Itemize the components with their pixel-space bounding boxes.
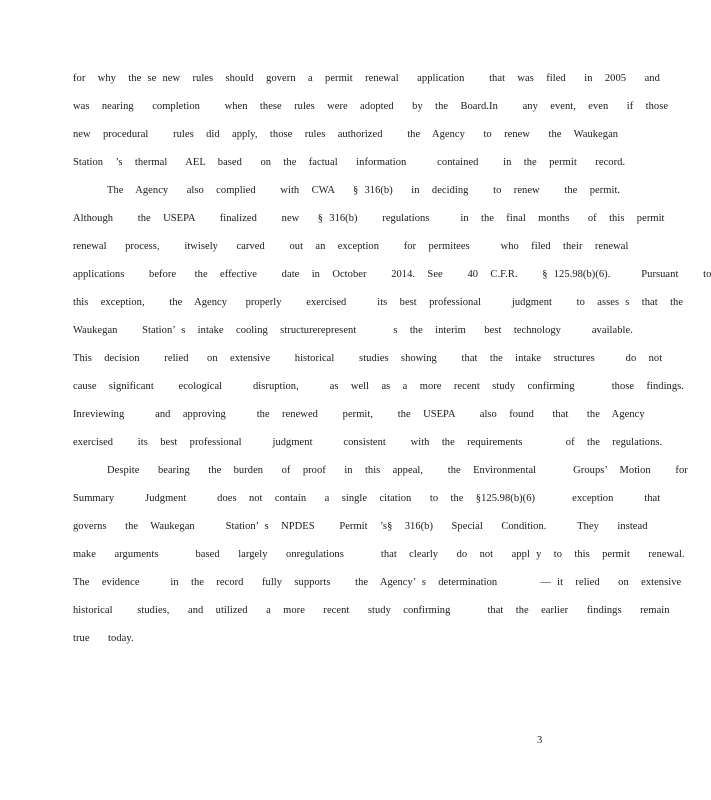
paragraph-3-line-6: historical studies, and utilized a more recent study confirming that the earlier findings remain <box>73 605 670 616</box>
paragraph-2-line-3: renewal process, itwisely carved out an exception for permitees who filed their renewal <box>73 241 629 252</box>
paragraph-1-line-1: for why the se new rules should govern a permit renewal application that was filed in 2005 and <box>73 73 660 84</box>
paragraph-3-line-7: true today. <box>73 633 134 644</box>
paragraph-2-line-4: applications before the effective date in October 2014. See 40 C.F.R. § 125.98(b)(6). Pursuant to <box>73 269 711 280</box>
page-number: 3 <box>537 735 543 746</box>
paragraph-3-line-2: Summary Judgment does not contain a single citation to the §125.98(b)(6) exception that <box>73 493 661 504</box>
paragraph-3-line-4: make arguments based largely onregulations that clearly do not appl y to this permit renewal. <box>73 549 685 560</box>
paragraph-1-line-4: Station ’s thermal AEL based on the factual information contained in the permit record. <box>73 157 626 168</box>
paragraph-2-line-10: exercised its best professional judgment consistent with the requirements of the regulations. <box>73 437 663 448</box>
paragraph-1-line-2: was nearing completion when these rules were adopted by the Board.In any event, even if those <box>73 101 669 112</box>
paragraph-2-line-1: The Agency also complied with CWA § 316(b) in deciding to renew the permit. <box>107 185 621 196</box>
paragraph-2-line-9: Inreviewing and approving the renewed permit, the USEPA also found that the Agency <box>73 409 645 420</box>
paragraph-3-line-1: Despite bearing the burden of proof in this appeal, the Environmental Groups’ Motion for <box>107 465 688 476</box>
paragraph-3-line-5: The evidence in the record fully supports the Agency’ s determination — it relied on extensive <box>73 577 682 588</box>
paragraph-2-line-8: cause significant ecological disruption, as well as a more recent study confirming those findings. <box>73 381 684 392</box>
paragraph-1-line-3: new procedural rules did apply, those rules authorized the Agency to renew the Waukegan <box>73 129 619 140</box>
paragraph-2-line-2: Although the USEPA finalized new § 316(b) regulations in the final months of this permit <box>73 213 665 224</box>
paragraph-3-line-3: governs the Waukegan Station’ s NPDES Permit ’s§ 316(b) Special Condition. They instead <box>73 521 648 532</box>
paragraph-2-line-5: this exception, the Agency properly exercised its best professional judgment to asses s that the <box>73 297 684 308</box>
paragraph-2-line-6: Waukegan Station’ s intake cooling structurerepresent s the interim best technology available. <box>73 325 633 336</box>
paragraph-2-line-7: This decision relied on extensive historical studies showing that the intake structures do not <box>73 353 663 364</box>
